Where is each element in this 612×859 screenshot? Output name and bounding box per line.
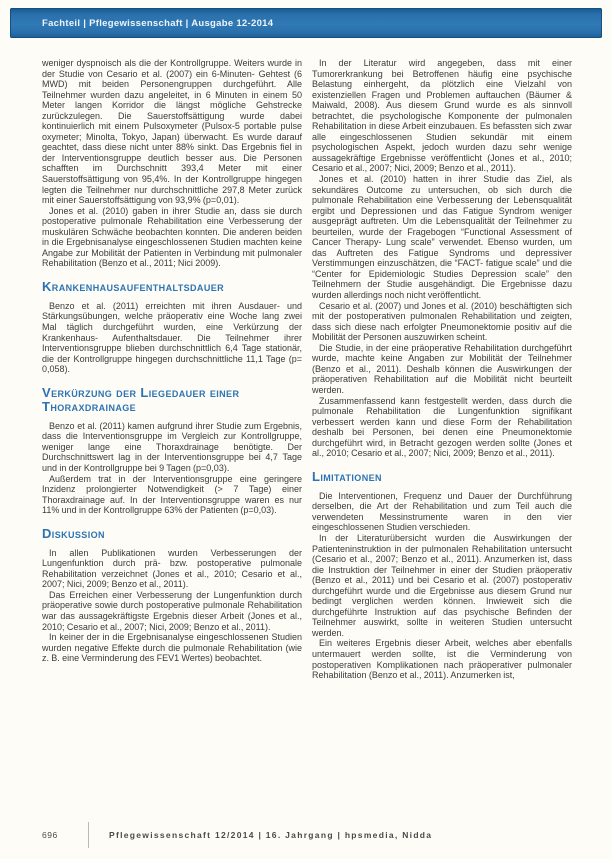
paragraph: In keiner der in die Ergebnisanalyse eingeschlossenen Studien wurden negative Effekte durch die pulmonale Rehabilitation (wie z. B. eine Verminderung des FEV1 Wertes) beobachtet. <box>42 632 302 664</box>
paragraph: In der Literatur wird angegeben, dass mit einer Tumorerkrankung bei Betroffenen häufig eine psychische Belastung einhergeht, da plötzlich eine Vielzahl von existenziellen Fragen und Problemen auftauchen (Bäumer & Maiwald, 2008). Aus diesem Grund wurde es als sinnvoll betrachtet, die psychologische Komponente der pulmonalen Rehabilitation in diese Arbeit einzubauen. Es befassten sich zwar alle eingeschlossenen Studien sekundär mit einem psychologischen Aspekt, jedoch wurden dazu sehr wenige aussagekräftige Ergebnisse veröffentlicht (Jones et al., 2010; Cesario et al., 2007; Nici, 2009; Benzo et al., 2011). <box>312 58 572 174</box>
paragraph: Benzo et al. (2011) erreichten mit ihren Ausdauer- und Stärkungsübungen, welche präoperativ eine Woche lang zwei Mal täglich durchgeführt wurden, eine Verkürzung der Krankenhaus- Aufenthaltsdauer. Die Teilnehmer ihrer Interventionsgruppe blieben durchschnittlich 6,4 Tage stationär, die der Kontrollgruppe hingegen durchschnittliche 11,1 Tage (p= 0,058). <box>42 300 302 375</box>
paragraph: Das Erreichen einer Verbesserung der Lungenfunktion durch präoperative sowie durch postoperative pulmonale Rehabilitation war das aussagekräftigste Ergebnis dieser Arbeit (Jones et al., 2010; Cesario et al., 2007; Nici, 2009; Benzo et al., 2011). <box>42 589 302 632</box>
paragraph: weniger dyspnoisch als die der Kontrollgruppe. Weiters wurde in der Studie von Cesario et al. (2007) ein 6-Minuten- Gehtest (6 MWD) mit beiden Personengruppen durchgeführt. Alle Teilnehmer wurden dazu angeleitet, in 6 Minuten in einem 50 Meter langen Korridor die längst mögliche Gehstrecke zurückzulegen. Die Sauerstoffsättigung wurde dabei kontinuierlich mit einem Pulsoxymeter (Pulsox-5 portable pulse oxymeter; Minolta, Tokyo, Japan) überwacht. Es wurde darauf geachtet, dass diese nicht unter 88% sinkt. Das Ergebnis fiel in der Interventionsgruppe deutlich besser aus. Die Personen schafften im Durchschnitt 393,4 Meter mit einer Sauerstoffsättigung von 95,4%. In der Kontrollgruppe hingegen legten die Teilnehmer nur durchschnittliche 297,8 Meter zurück mit einer Sauerstoffsättigung von 93,9% (p=0,01). <box>42 58 302 206</box>
column-left <box>42 58 302 681</box>
paragraph: Zusammenfassend kann festgestellt werden, dass durch die pulmonale Rehabilitation die Lungenfunktion signifikant verbessert werden kann und diese Form der Rehabilitation deshalb bei Personen, bei denen eine Pneumonektomie durchgeführt wird, in Betracht gezogen werden sollte (Jones et al., 2010; Cesario et al., 2007; Nici, 2009; Benzo et al., 2011). <box>312 395 572 459</box>
section-heading: Verkürzung der Liegedauer einer Thoraxdrainage <box>42 384 240 414</box>
page-header-bar <box>10 8 602 38</box>
paragraph: Ein weiteres Ergebnis dieser Arbeit, welches aber ebenfalls untermauert werden sollte, ist die Verminderung von postoperativen Komplikationen nach präoperativer pulmonaler Rehabilitation (Benzo et al., 2011). Anzumerken ist, <box>312 638 572 681</box>
paragraph: Jones et al. (2010) hatten in ihrer Studie das Ziel, als sekundäres Outcome zu untersuchen, ob sich durch die pulmonale Rehabilitation eine Verbesserung der Lebensqualität ergibt und Depressionen und das Fatigue Syndrom weniger ausgeprägt auftreten. Um die Lebensqualität der Teilnehmer zu beurteilen, wurde der Fragebogen “Functional Assessment of Cancer Therapy- Lung scale” verwendet. Ebenso wurden, um das Auftreten des Fatigue Syndroms und depressiver Verstimmungen einzuschätzen, die “FACT- fatigue scale” und die “Center for Epidemiologic Studies Depression scale” den Teilnehmern der Studie ausgehändigt. Die Ergebnisse dazu wurden allerdings noch nicht veröffentlicht. <box>312 174 572 301</box>
header-breadcrumb: Fachteil | Pflegewissenschaft | Ausgabe 12-2014 <box>42 17 274 29</box>
paragraph: Außerdem trat in der Interventionsgruppe eine geringere Inzidenz prolongierter Notwendigkeit (> 7 Tage) einer Thoraxdrainage auf. In der Interventionsgruppe waren es nur 11% und in der Kontrollgruppe 63% der Patienten (p=0,03). <box>42 473 302 516</box>
section-heading: Limitationen <box>312 468 382 484</box>
paragraph: Die Studie, in der eine präoperative Rehabilitation durchgeführt wurde, machte keine Angaben zur Mobilität der Teilnehmer (Benzo et al., 2011). Deshalb können die Auswirkungen der präoperativen Rehabilitation auf die Mobilität nicht beurteilt werden. <box>312 342 572 395</box>
page-number: 696 <box>42 830 58 840</box>
section-heading: Diskussion <box>42 525 105 541</box>
paragraph: In der Literaturübersicht wurden die Auswirkungen der Patienteninstruktion in der pulmonalen Rehabilitation untersucht (Cesario et al., 2007; Benzo et al., 2011). Anzumerken ist, dass die Instruktion der Teilnehmer in einer der Studien präoperativ (Benzo et al., 2011) und bei Cesario et al. (2007) postoperativ durchgeführt wurde und die Ergebnisse aus diesem Grund nur bedingt verglichen werden können. Inwieweit sich die durchgeführte Instruktion auf das psychische Befinden der Teilnehmer auswirkt, sollte in weiteren Studien untersucht werden. <box>312 532 572 638</box>
paragraph: Die Interventionen, Frequenz und Dauer der Durchführung derselben, die Art der Rehabilitation und zum Teil auch die verwendeten Messinstrumente waren in den vier eingeschlossenen Studien verschieden. <box>312 490 572 533</box>
article-body <box>42 58 572 681</box>
page-footer <box>42 820 572 850</box>
paragraph: Cesario et al. (2007) und Jones et al. (2010) beschäftigten sich mit der postoperativen pulmonalen Rehabilitation und zeigten, dass sich diese nach erfolgter Pneumonektomie positiv auf die Mobilität der Personen auszuwirken scheint. <box>312 300 572 343</box>
column-right <box>312 58 572 681</box>
footer-divider <box>88 822 89 848</box>
section-heading: Krankenhausaufenthaltsdauer <box>42 278 225 294</box>
footer-journal-line: Pflegewissenschaft 12/2014 | 16. Jahrgang | hpsmedia, Nidda <box>109 830 433 840</box>
paragraph: Benzo et al. (2011) kamen aufgrund ihrer Studie zum Ergebnis, dass die Interventionsgruppe im Vergleich zur Kontrollgruppe, weniger lange eine Thoraxdrainage benötigte. Der Durchschnittswert lag in der Interventionsgruppe bei 4,7 Tage und in der Kontrollgruppe bei 9 Tagen (p=0,03). <box>42 420 302 473</box>
paragraph: In allen Publikationen wurden Verbesserungen der Lungenfunktion durch prä- bzw. postoperative pulmonale Rehabilitation verzeichnet (Jones et al., 2010; Cesario et al., 2007; Nici, 2009; Benzo et al., 2011). <box>42 547 302 590</box>
paragraph: Jones et al. (2010) gaben in ihrer Studie an, dass sie durch postoperative pulmonale Rehabilitation eine Verbesserung der muskulären Schwäche beobachten konnten. Die anderen beiden in die Ergebnisanalyse eingeschlossenen Studien machten keine Angabe zur Mobilität der Patienten in Verbindung mit pulmonaler Rehabilitation (Benzo et al., 2011; Nici 2009). <box>42 205 302 269</box>
